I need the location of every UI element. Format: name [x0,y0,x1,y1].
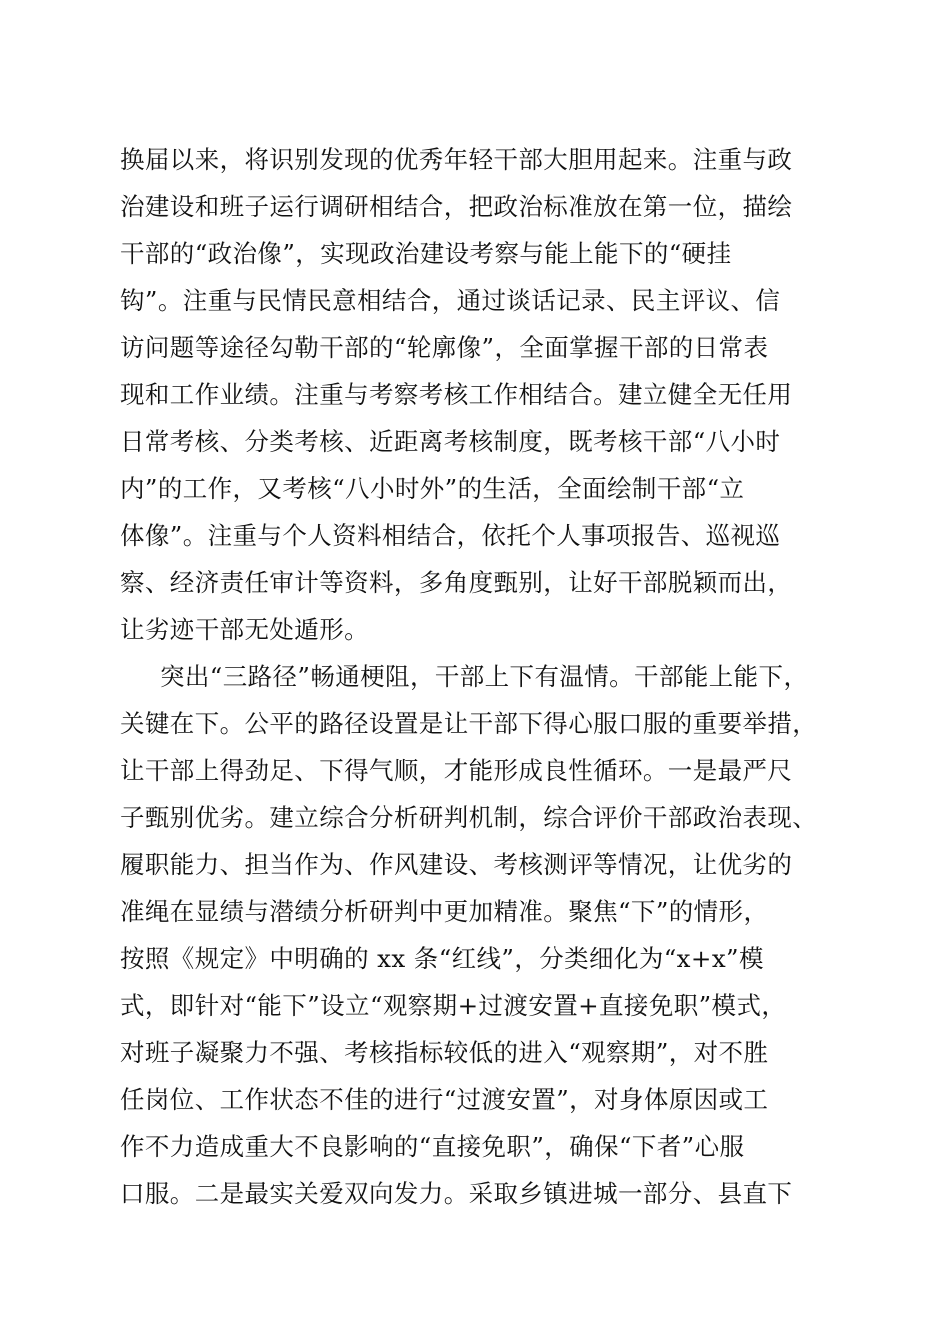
p2-line-9: 对班子凝聚力不强、考核指标较低的进入“观察期”，对不胜 [120,1038,769,1067]
p1-line-7: 日常考核、分类考核、近距离考核制度，既考核干部“八小时 [120,427,781,456]
p1-line-5: 访问题等途径勾勒干部的“轮廓像”，全面掌握干部的日常表 [120,333,769,362]
p2-line-8: 式，即针对“能下”设立“观察期+过渡安置+直接免职”模式， [120,991,787,1020]
p2-line-12: 口服。二是最实关爱双向发力。采取乡镇进城一部分、县直下 [120,1179,793,1208]
p2-line-5: 履职能力、担当作为、作风建设、考核测评等情况，让优劣的 [120,850,793,879]
p2-line-3: 让干部上得劲足、下得气顺，才能形成良性循环。一是最严尺 [120,756,793,785]
p2-line-7: 按照《规定》中明确的 xx 条“红线”，分类细化为“x+x”模 [120,944,764,973]
p1-line-11: 让劣迹干部无处遁形。 [120,615,369,644]
p1-line-10: 察、经济责任审计等资料，多角度甄别，让好干部脱颖而出， [120,568,793,597]
p1-line-2: 治建设和班子运行调研相结合，把政治标准放在第一位，描绘 [120,192,793,221]
p1-line-4: 钩”。注重与民情民意相结合，通过谈话记录、民主评议、信 [120,286,781,315]
p1-line-3: 干部的“政治像”，实现政治建设考察与能上能下的“硬挂 [120,239,732,268]
p1-line-8: 内”的工作，又考核“八小时外”的生活，全面绘制干部“立 [120,474,745,503]
p1-line-1: 换届以来，将识别发现的优秀年轻干部大胆用起来。注重与政 [120,145,793,174]
p2-line-6: 准绳在显绩与潜绩分析研判中更加精准。聚焦“下”的情形， [120,897,769,926]
p2-line-4: 子甄别优劣。建立综合分析研判机制，综合评价干部政治表现、 [120,803,818,832]
p1-line-6: 现和工作业绩。注重与考察考核工作相结合。建立健全无任用 [120,380,793,409]
p2-line-10: 任岗位、工作状态不佳的进行“过渡安置”，对身体原因或工 [120,1085,769,1114]
p2-line-2: 关键在下。公平的路径设置是让干部下得心服口服的重要举措， [120,709,818,738]
p2-line-11: 作不力造成重大不良影响的“直接免职”，确保“下者”心服 [120,1132,745,1161]
p1-line-9: 体像”。注重与个人资料相结合，依托个人事项报告、巡视巡 [120,521,781,550]
p2-line-1: 突出“三路径”畅通梗阻，干部上下有温情。干部能上能下， [160,662,809,691]
